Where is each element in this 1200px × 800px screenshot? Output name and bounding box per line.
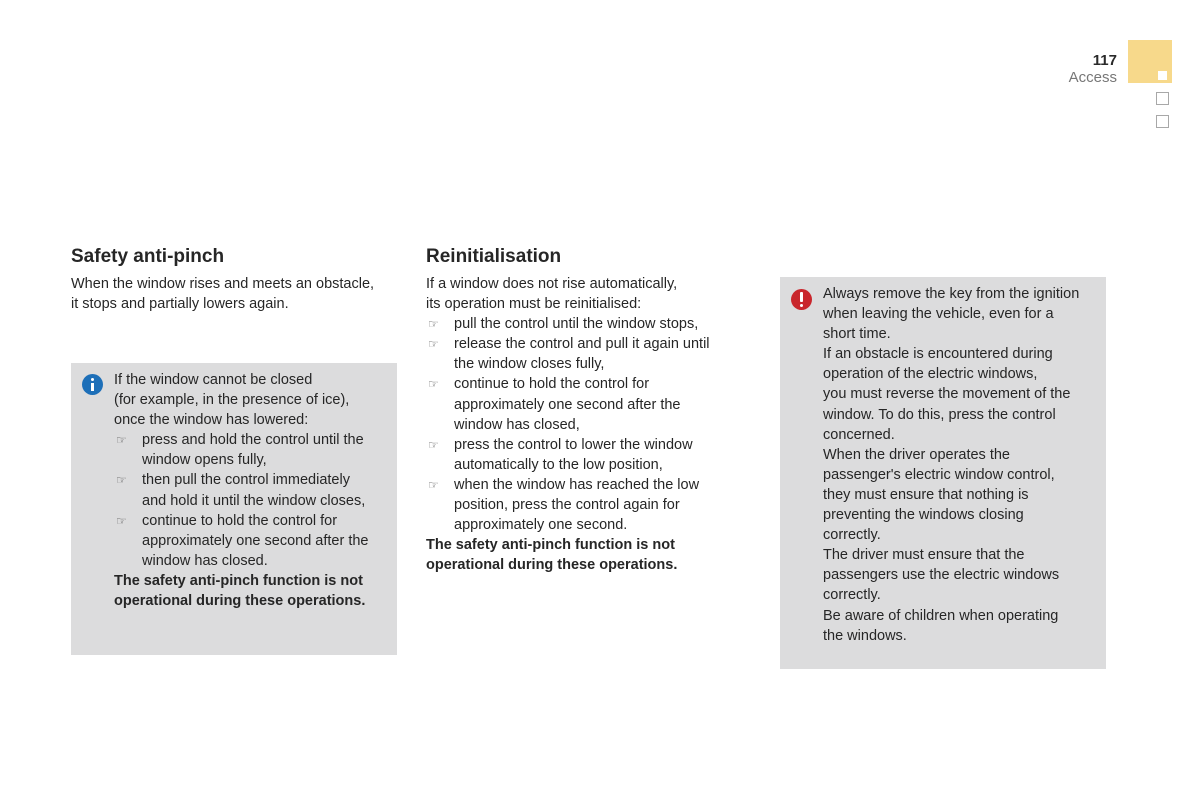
text-line: correctly. [823,587,881,604]
text-line: the windows. [823,627,907,644]
pointing-hand-icon: ☞ [116,473,127,488]
text-line: continue to hold the control for [454,376,650,393]
pointing-hand-icon: ☞ [116,513,127,528]
text-line: and hold it until the window closes, [142,492,366,509]
text-line: they must ensure that nothing is [823,486,1029,503]
tab-box-icon [1156,92,1169,105]
text-line: you must reverse the movement of the [823,386,1071,403]
text-line: approximately one second after the [142,532,369,549]
pointing-hand-icon: ☞ [428,337,439,352]
tab-box-icon [1156,115,1169,128]
text-line: window. To do this, press the control [823,406,1056,423]
text-line: press the control to lower the window [454,436,693,453]
list-item [114,511,394,571]
text-line: once the window has lowered: [114,412,309,429]
text-line: Always remove the key from the ignition [823,286,1080,302]
text-line: operational during these operations. [114,593,366,610]
list-item [114,470,394,510]
text-line: If a window does not rise automatically, [426,276,678,292]
section-title: Access [1068,69,1117,86]
text-line: When the window rises and meets an obstacle, [71,276,375,292]
warning-box-text [823,284,1103,646]
list-item [426,475,746,535]
info-bullet-list [114,430,394,571]
text-line: then pull the control immediately [142,472,350,489]
page-number: 117 [1092,52,1117,69]
text-line: (for example, in the presence of ice), [114,392,350,409]
text-line: If an obstacle is encountered during [823,346,1053,363]
reinit-text [426,274,746,575]
text-line: pull the control until the window stops, [454,316,699,333]
text-line: The safety anti-pinch function is not [114,572,363,589]
text-line: when the window has reached the low [454,476,700,493]
text-line: position, press the control again for [454,497,680,514]
text-line: The safety anti-pinch function is not [426,537,675,554]
text-line: window has closed. [142,552,268,569]
text-line: its operation must be reinitialised: [426,296,642,313]
pointing-hand-icon: ☞ [116,433,127,448]
text-line: approximately one second. [454,517,628,534]
info-icon [82,374,103,395]
list-item [426,314,746,334]
pointing-hand-icon: ☞ [428,477,439,492]
text-line: passengers use the electric windows [823,567,1060,584]
text-line: concerned. [823,426,895,443]
text-line: The driver must ensure that the [823,547,1025,564]
text-line: window has closed, [454,416,580,433]
text-line: correctly. [823,527,881,544]
list-item [426,374,746,434]
safety-text [71,274,374,314]
text-line: If the window cannot be closed [114,372,313,388]
tab-marker [1158,71,1167,80]
text-line: continue to hold the control for [142,512,338,529]
pointing-hand-icon: ☞ [428,437,439,452]
reinit-bullet-list [426,314,746,535]
text-line: window opens fully, [142,452,267,469]
info-box-text [114,370,394,611]
warning-icon [791,289,812,310]
text-line: press and hold the control until the [142,432,364,449]
reinit-heading: Reinitialisation [426,246,562,267]
text-line: operational during these operations. [426,557,678,574]
text-line: preventing the windows closing [823,507,1024,524]
text-line: it stops and partially lowers again. [71,296,289,313]
text-line: automatically to the low position, [454,456,663,473]
pointing-hand-icon: ☞ [428,317,439,332]
text-line: When the driver operates the [823,446,1010,463]
text-line: when leaving the vehicle, even for a [823,306,1054,323]
list-item [114,430,394,470]
pointing-hand-icon: ☞ [428,377,439,392]
safety-heading: Safety anti-pinch [71,246,225,267]
text-line: the window closes fully, [454,356,605,373]
text-line: approximately one second after the [454,396,681,413]
text-line: passenger's electric window control, [823,466,1055,483]
text-line: release the control and pull it again until [454,336,710,353]
text-line: Be aware of children when operating [823,607,1059,624]
list-item [426,334,746,374]
text-line: operation of the electric windows, [823,366,1038,383]
text-line: short time. [823,326,891,343]
list-item [426,435,746,475]
